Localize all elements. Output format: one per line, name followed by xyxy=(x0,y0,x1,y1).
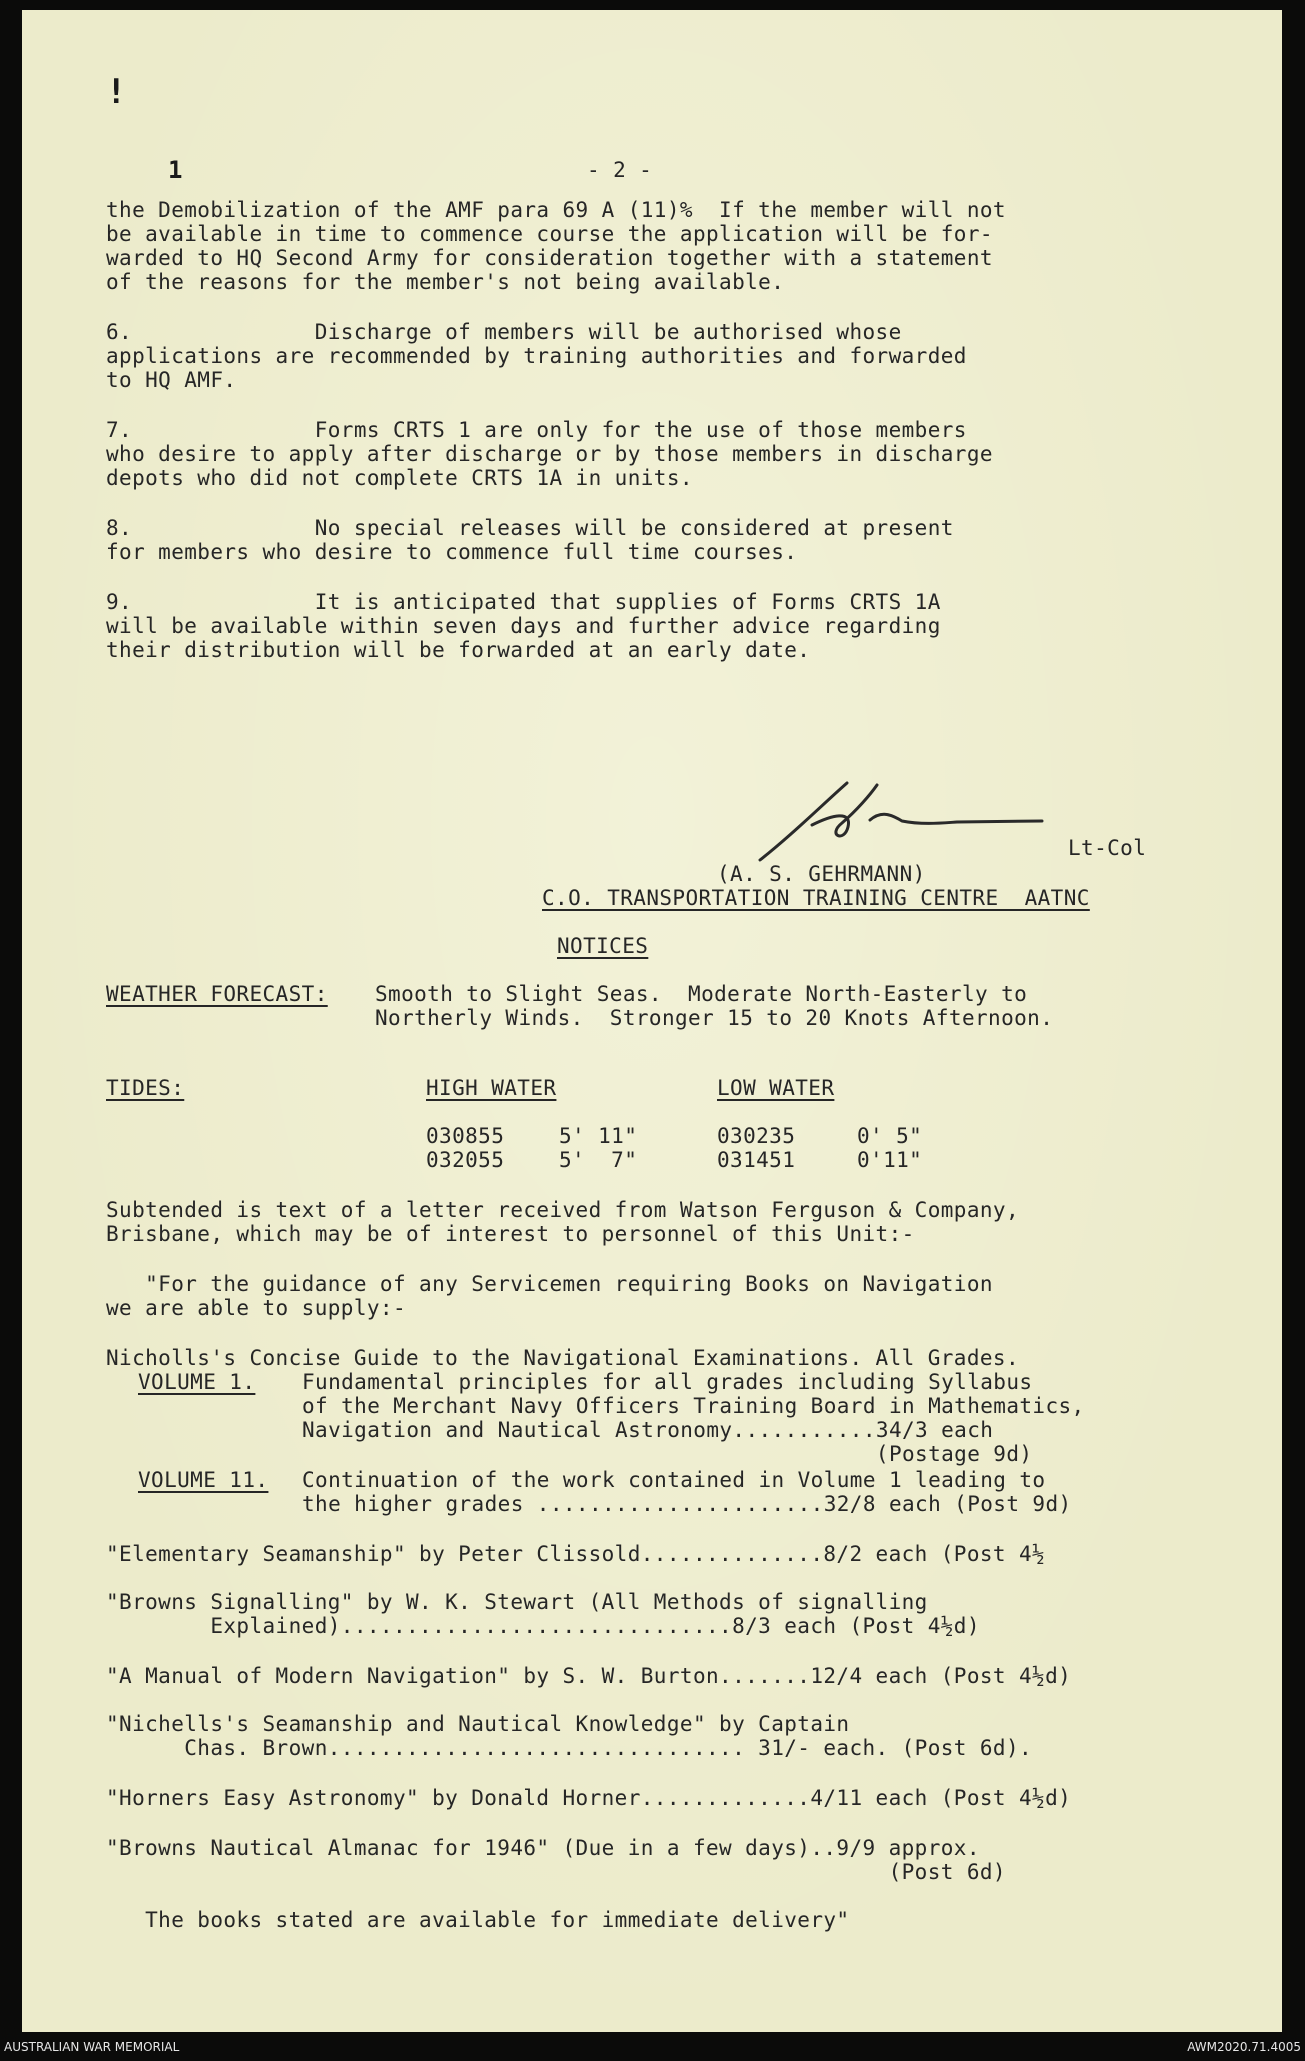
footer-right: AWM2020.71.4005 xyxy=(1187,2040,1301,2054)
para-cont-line: warded to HQ Second Army for consideration together with a statement xyxy=(106,246,993,270)
tide-cell: 0'11" xyxy=(857,1148,923,1172)
book-line: "Nichells's Seamanship and Nautical Knowledge" by Captain xyxy=(106,1712,850,1736)
book-line: Explained)..............................8/3 each (Post 4½d) xyxy=(106,1614,980,1638)
notices-heading: NOTICES xyxy=(557,934,649,958)
volume-1-line: Navigation and Nautical Astronomy...........34/3 each xyxy=(302,1418,994,1442)
volume-1-line: (Postage 9d) xyxy=(302,1442,1033,1466)
para6-line: to HQ AMF. xyxy=(106,368,237,392)
volume-11-line: Continuation of the work contained in Volume 1 leading to xyxy=(302,1468,1046,1492)
letter-close: The books stated are available for immediate delivery" xyxy=(106,1908,850,1932)
nicholls-title: Nicholls's Concise Guide to the Navigational Examinations. All Grades. xyxy=(106,1346,1020,1370)
para-cont-line: the Demobilization of the AMF para 69 A (11)% If the member will not xyxy=(106,198,1006,222)
page-number: - 2 - xyxy=(587,158,653,182)
weather-label: WEATHER FORECAST: xyxy=(106,982,328,1006)
tide-cell: 5' 7" xyxy=(559,1148,638,1172)
para9-line: their distribution will be forwarded at an early date. xyxy=(106,638,811,662)
tide-cell: 031451 xyxy=(717,1148,796,1172)
volume-1-label: VOLUME 1. xyxy=(138,1370,256,1394)
tides-label: TIDES: xyxy=(106,1076,185,1100)
weather-line: Northerly Winds. Stronger 15 to 20 Knots Afternoon. xyxy=(375,1006,1054,1030)
tide-cell: 032055 xyxy=(426,1148,505,1172)
letter-open-line: "For the guidance of any Servicemen requiring Books on Navigation xyxy=(106,1272,993,1296)
letter-intro-line: Subtended is text of a letter received from Watson Ferguson & Company, xyxy=(106,1198,1020,1222)
high-water-header: HIGH WATER xyxy=(426,1076,557,1100)
para8-line: for members who desire to commence full time courses. xyxy=(106,540,798,564)
tide-cell: 030235 xyxy=(717,1124,796,1148)
letter-intro-line: Brisbane, which may be of interest to personnel of this Unit:- xyxy=(106,1222,915,1246)
book-line: "Browns Nautical Almanac for 1946" (Due in a few days)..9/9 approx. xyxy=(106,1836,980,1860)
tide-cell: 5' 11" xyxy=(559,1124,638,1148)
para7-line: depots who did not complete CRTS 1A in units. xyxy=(106,466,693,490)
book-line: "Horners Easy Astronomy" by Donald Horner.............4/11 each (Post 4½d) xyxy=(106,1786,1072,1810)
tide-cell: 0' 5" xyxy=(857,1124,923,1148)
document-page xyxy=(22,10,1282,2032)
book-line: Chas. Brown................................ 31/- each. (Post 6d). xyxy=(106,1736,1033,1760)
book-line: "A Manual of Modern Navigation" by S. W. Burton.......12/4 each (Post 4½d) xyxy=(106,1664,1072,1688)
para7-line: 7. Forms CRTS 1 are only for the use of those members xyxy=(106,418,967,442)
volume-11-line: the higher grades ......................32/8 each (Post 9d) xyxy=(302,1492,1072,1516)
book-line: (Post 6d) xyxy=(106,1860,1006,1884)
footer-left: AUSTRALIAN WAR MEMORIAL xyxy=(4,2040,180,2054)
book-line: "Elementary Seamanship" by Peter Clissold..............8/2 each (Post 4½ xyxy=(106,1542,1046,1566)
signature-title: C.O. TRANSPORTATION TRAINING CENTRE AATNC xyxy=(542,886,1090,910)
para-cont-line: be available in time to commence course the application will be for- xyxy=(106,222,993,246)
weather-line: Smooth to Slight Seas. Moderate North-Easterly to xyxy=(375,982,1028,1006)
para-cont-line: of the reasons for the member's not being available. xyxy=(106,270,785,294)
low-water-header: LOW WATER xyxy=(717,1076,835,1100)
para9-line: will be available within seven days and further advice regarding xyxy=(106,614,941,638)
tide-cell: 030855 xyxy=(426,1124,505,1148)
letter-open-line: we are able to supply:- xyxy=(106,1296,406,1320)
para7-line: who desire to apply after discharge or by those members in discharge xyxy=(106,442,993,466)
signature-name: (A. S. GEHRMANN) xyxy=(717,862,926,886)
para8-line: 8. No special releases will be considered at present xyxy=(106,516,954,540)
handwritten-signature xyxy=(752,765,1052,875)
tick-mark: 1 xyxy=(168,156,183,184)
para6-line: applications are recommended by training authorities and forwarded xyxy=(106,344,967,368)
volume-1-line: of the Merchant Navy Officers Training Board in Mathematics, xyxy=(302,1394,1085,1418)
para6-line: 6. Discharge of members will be authorised whose xyxy=(106,320,902,344)
para9-line: 9. It is anticipated that supplies of Forms CRTS 1A xyxy=(106,590,941,614)
book-line: "Browns Signalling" by W. K. Stewart (All Methods of signalling xyxy=(106,1590,928,1614)
volume-1-line: Fundamental principles for all grades including Syllabus xyxy=(302,1370,1033,1394)
ink-mark: ! xyxy=(106,72,127,112)
volume-11-label: VOLUME 11. xyxy=(138,1468,269,1492)
signature-rank: Lt-Col xyxy=(1068,836,1147,860)
